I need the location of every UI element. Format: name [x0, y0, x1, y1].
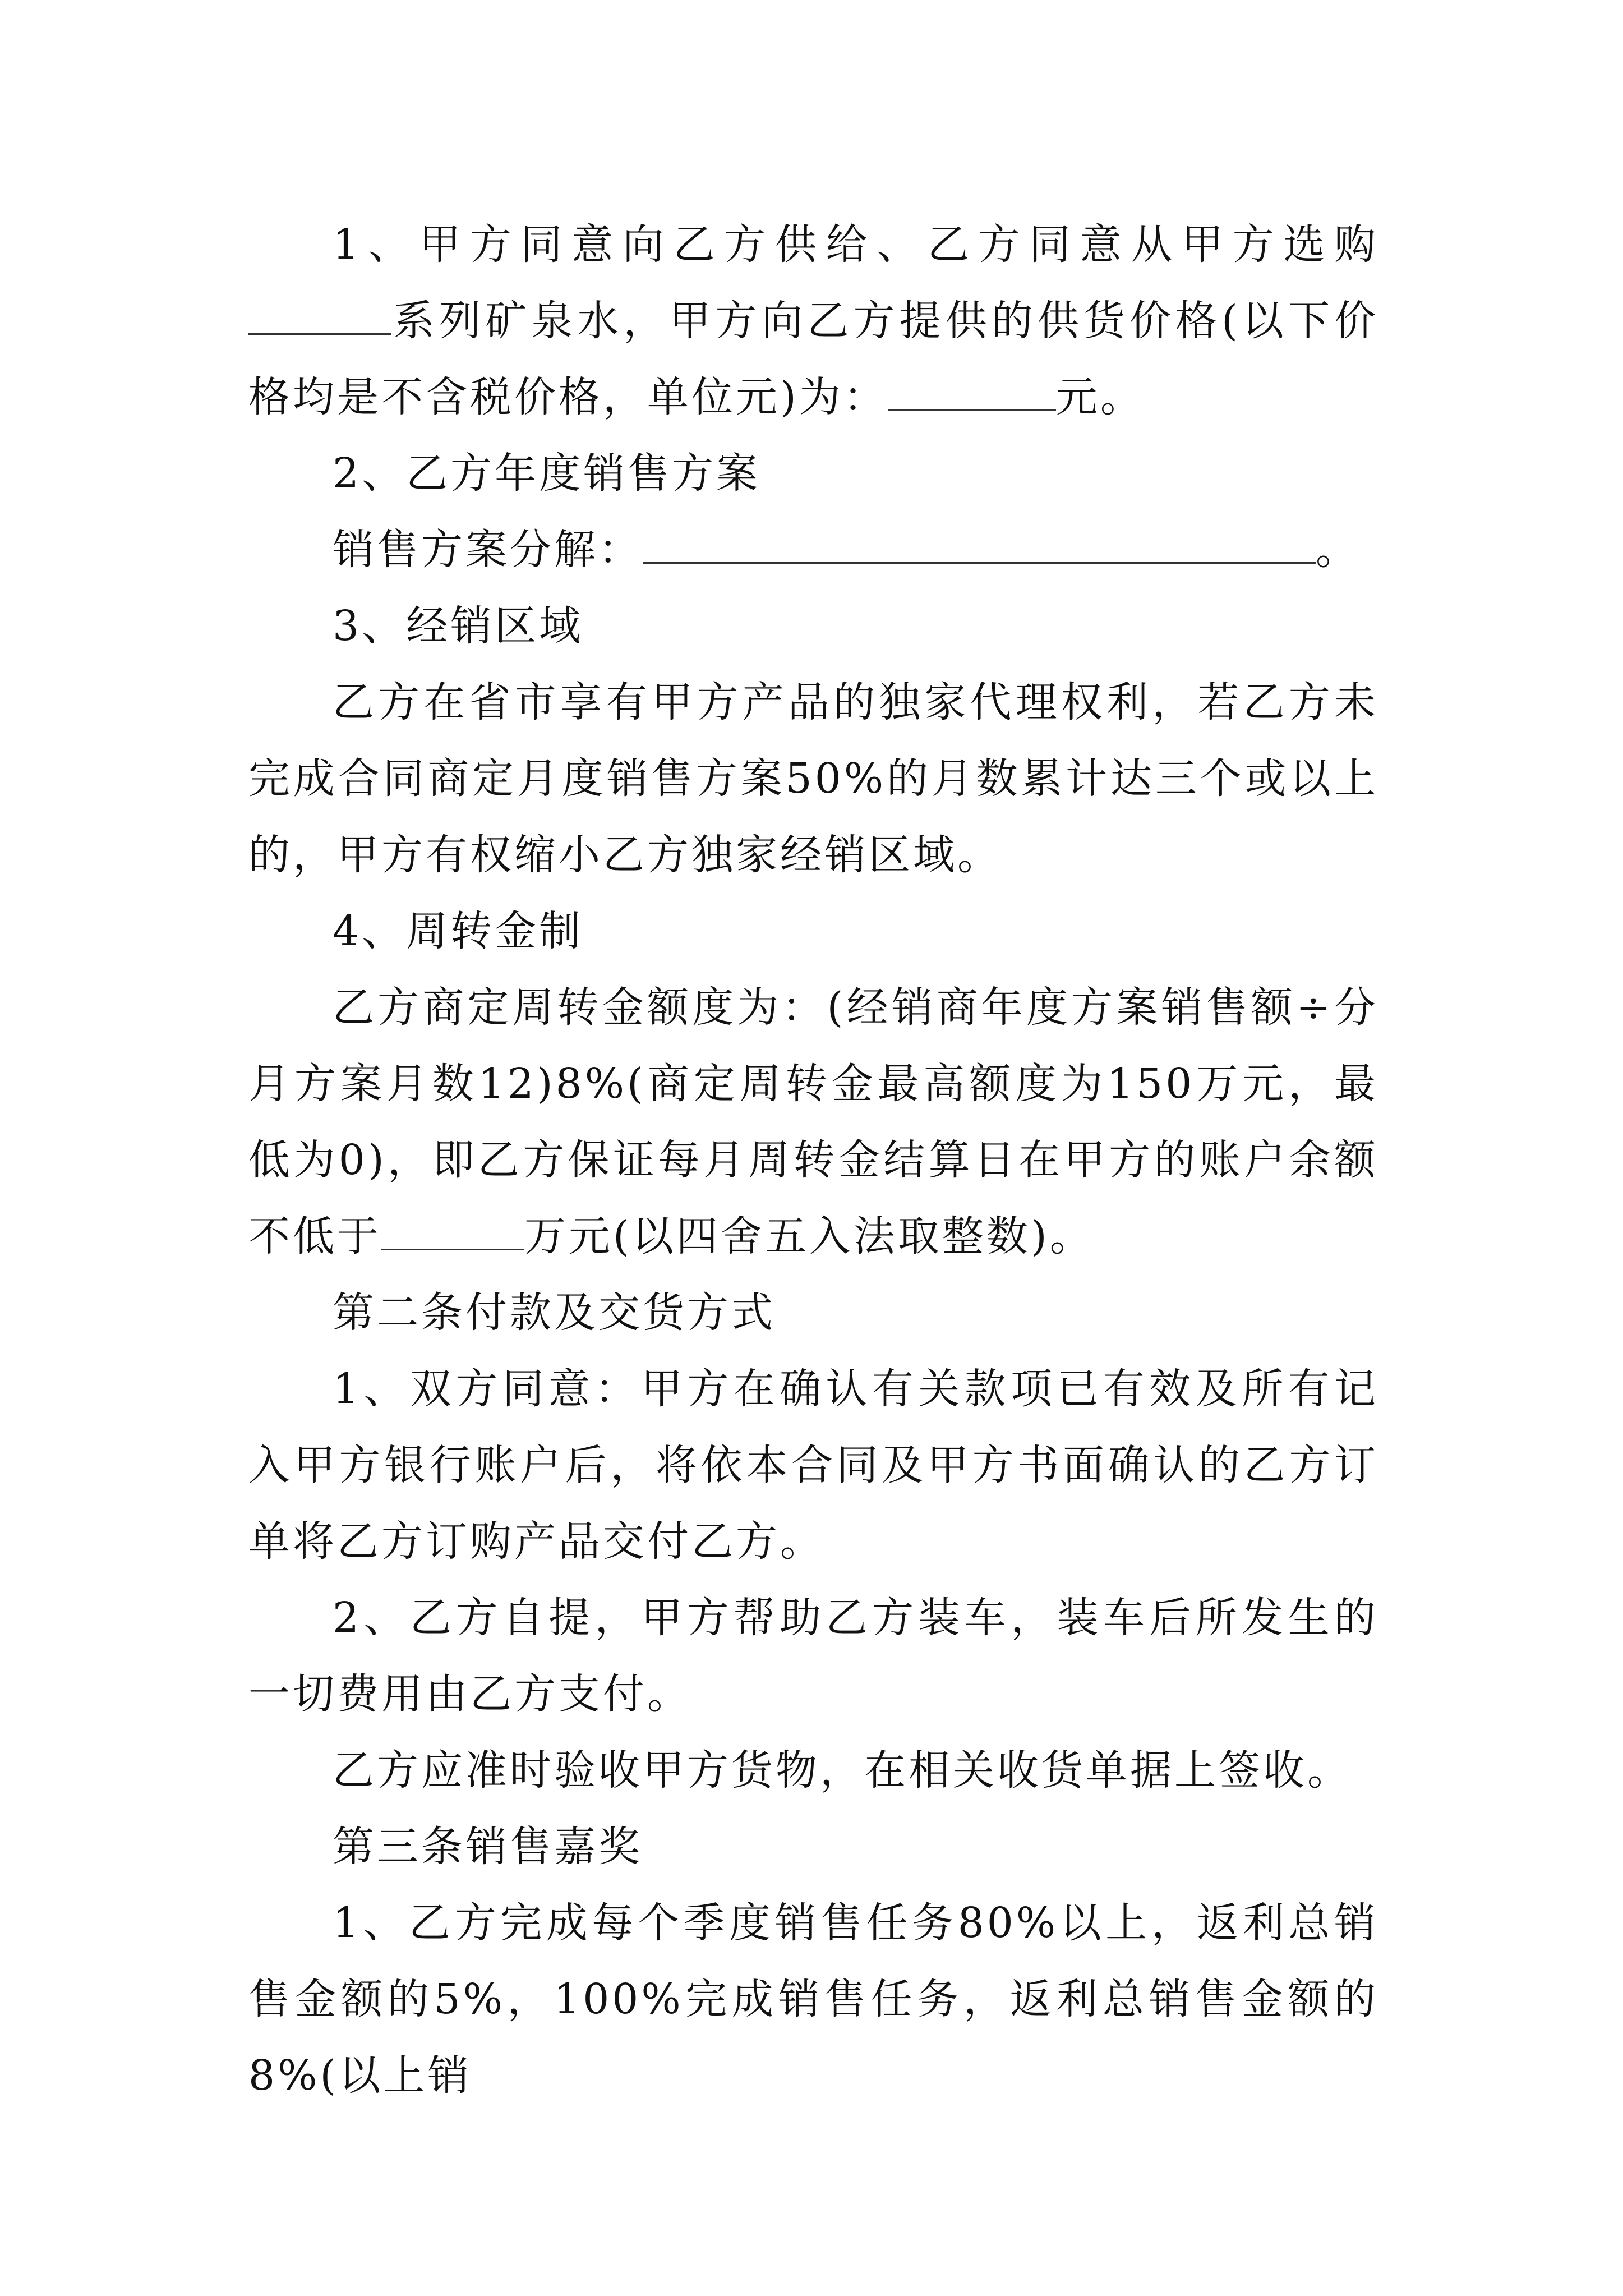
paragraph-self-pickup [248, 1580, 1378, 1732]
paragraph-sales-region-heading [248, 588, 1378, 664]
text-segment: 1、甲方同意向乙方供给、乙方同意从甲方选购 [333, 220, 1378, 269]
paragraph-goods-inspection [248, 1732, 1378, 1809]
text-segment: 3、经销区域 [333, 602, 584, 650]
blank-line [888, 376, 1056, 411]
document-body [248, 206, 1378, 2114]
paragraph-sales-region-body [248, 664, 1378, 893]
paragraph-article-2-heading [248, 1274, 1378, 1351]
text-segment: 。 [1316, 526, 1360, 574]
blank-line [248, 300, 391, 335]
text-segment: 系列矿泉水，甲方向乙方提供的供货价格(以下价格均是不含税价格，单位元)为： [248, 297, 1378, 421]
text-segment: 乙方在省市享有甲方产品的独家代理权利，若乙方未完成合同商定月度销售方案50%的月数累计达三个或以上的，甲方有权缩小乙方独家经销区域。 [248, 678, 1378, 879]
paragraph-annual-sales-plan-heading [248, 435, 1378, 512]
paragraph-article-3-heading [248, 1809, 1378, 1885]
blank-line [643, 528, 1316, 564]
paragraph-sales-rebate [248, 1885, 1378, 2114]
text-segment: 乙方应准时验收甲方货物，在相关收货单据上签收。 [333, 1746, 1352, 1795]
text-segment: 4、周转金制 [333, 907, 584, 955]
paragraph-working-capital-body [248, 969, 1378, 1274]
text-segment: 2、乙方自提，甲方帮助乙方装车，装车后所发生的一切费用由乙方支付。 [248, 1594, 1378, 1718]
paragraph-sales-plan-breakdown [248, 512, 1378, 588]
text-segment: 万元(以四舍五入法取整数)。 [524, 1212, 1094, 1260]
text-segment: 1、双方同意：甲方在确认有关款项已有效及所有记入甲方银行账户后，将依本合同及甲方书面确认的乙方订单将乙方订购产品交付乙方。 [248, 1365, 1378, 1566]
paragraph-working-capital-heading [248, 893, 1378, 969]
paragraph-payment-terms [248, 1351, 1378, 1580]
text-segment: 乙方商定周转金额度为：(经销商年度方案销售额÷分月方案月数12)8%(商定周转金最高额度为150万元，最低为0)，即乙方保证每月周转金结算日在甲方的账户余额不低于 [248, 983, 1378, 1260]
text-segment: 元。 [1055, 373, 1145, 421]
blank-line [381, 1215, 524, 1250]
text-segment: 第三条销售嘉奖 [333, 1823, 643, 1871]
text-segment: 销售方案分解： [333, 526, 643, 574]
paragraph-supply-agreement [248, 206, 1378, 435]
text-segment: 第二条付款及交货方式 [333, 1289, 776, 1337]
text-segment: 1、乙方完成每个季度销售任务80%以上，返利总销售金额的5%，100%完成销售任务，返利总销售金额的8%(以上销 [248, 1899, 1378, 2100]
text-segment: 2、乙方年度销售方案 [333, 449, 761, 498]
